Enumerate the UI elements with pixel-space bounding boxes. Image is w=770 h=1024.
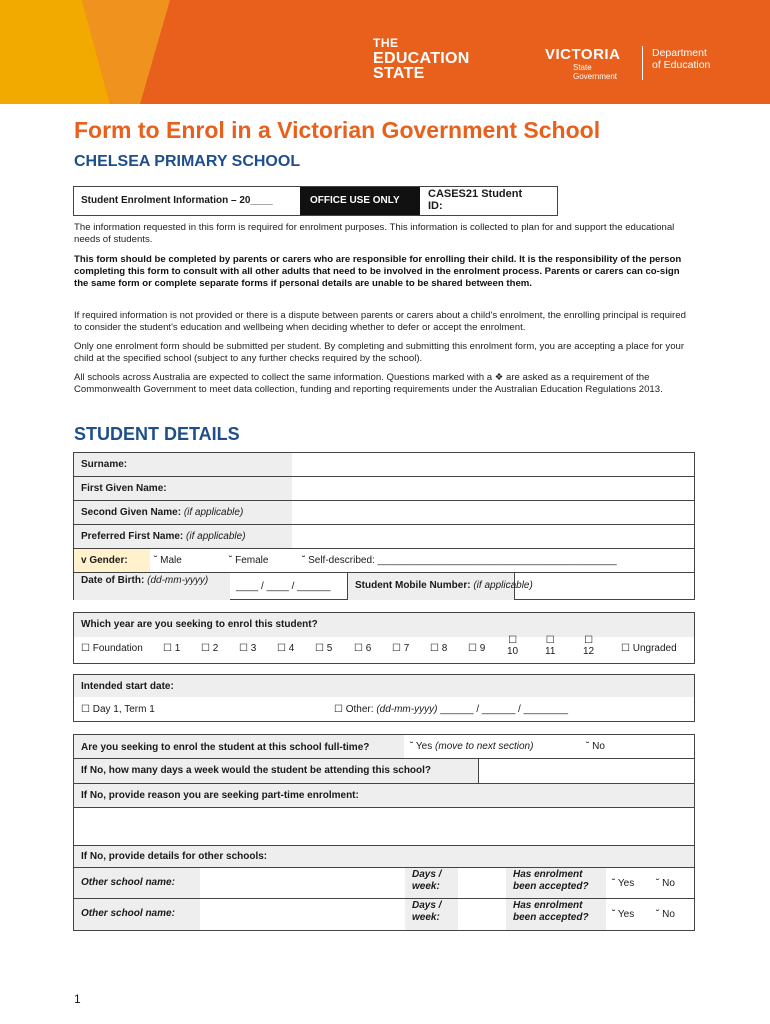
- days-week-label-1: Days / week:: [405, 868, 458, 898]
- enrolment-type-section: [73, 734, 695, 931]
- year-level-section: [73, 612, 695, 664]
- gender-female-option[interactable]: ˘ Female: [229, 555, 269, 566]
- part-time-reason-label: If No, provide reason you are seeking part-time enrolment:: [81, 790, 359, 801]
- preferred-name-label: Preferred First Name: (if applicable): [74, 525, 292, 548]
- year-option-5[interactable]: ☐ 5: [315, 643, 333, 654]
- mobile-label: Student Mobile Number: (if applicable): [347, 573, 515, 600]
- intro-paragraph-1: The information requested in this form is required for enrolment purposes. This information is collected to plan for and support the educational needs of students.: [74, 222, 675, 246]
- accepted-no-option-1[interactable]: ˘ No: [656, 878, 675, 889]
- other-schools-label: If No, provide details for other schools:: [81, 851, 268, 862]
- preferred-name-row[interactable]: [74, 525, 694, 549]
- days-week-input-1[interactable]: [458, 868, 506, 898]
- enrolment-accepted-label-2: Has enrolment been accepted?: [506, 899, 606, 930]
- year-option-8[interactable]: ☐ 8: [430, 643, 448, 654]
- school-name: CHELSEA PRIMARY SCHOOL: [74, 153, 301, 170]
- accepted-yes-option-2[interactable]: ˘ Yes: [612, 909, 635, 920]
- year-option-12[interactable]: ☐ 12: [583, 635, 595, 657]
- year-option-ungraded[interactable]: ☐ Ungraded: [621, 643, 677, 654]
- year-option-2[interactable]: ☐ 2: [201, 643, 219, 654]
- department-name: Department of Education: [652, 47, 711, 71]
- start-other-option[interactable]: ☐ Other: (dd-mm-yyyy) ______ / ______ / ________: [334, 704, 569, 715]
- gender-self-described-option[interactable]: ˘ Self-described: ___________________________________________: [302, 555, 617, 566]
- gender-label: v Gender:: [74, 549, 150, 572]
- full-time-row: [74, 735, 694, 759]
- other-schools-label-row: [74, 846, 694, 868]
- other-school-name-input-1[interactable]: [200, 868, 405, 898]
- first-name-row[interactable]: [74, 477, 694, 501]
- student-details-table: [73, 452, 695, 600]
- year-level-question-row: [74, 613, 694, 637]
- part-time-reason-input[interactable]: [74, 808, 694, 846]
- enrolment-year-field[interactable]: Student Enrolment Information – 20____: [81, 195, 273, 206]
- year-option-3[interactable]: ☐ 3: [239, 643, 257, 654]
- header-banner: [0, 0, 770, 104]
- accepted-yes-option-1[interactable]: ˘ Yes: [612, 878, 635, 889]
- start-day1-term1-option[interactable]: ☐ Day 1, Term 1: [81, 704, 155, 715]
- days-week-label-2: Days / week:: [405, 899, 458, 930]
- full-time-question: Are you seeking to enrol the student at this school full-time?: [74, 735, 404, 758]
- surname-row[interactable]: [74, 453, 694, 477]
- dob-input[interactable]: ____ / ____ / ______: [236, 581, 331, 592]
- education-state-logo: THE EDUCATION STATE: [373, 36, 470, 82]
- second-name-row[interactable]: [74, 501, 694, 525]
- year-option-9[interactable]: ☐ 9: [468, 643, 486, 654]
- year-option-10[interactable]: ☐ 10: [507, 635, 519, 657]
- intro-paragraph-2: This form should be completed by parents or carers who are responsible for enrolling their child. It is the responsibility of the person completing this form to consult with all other adults that need to be involved in the enrolment process. Parents or carers can co-sign the same form or complete separate forms if personal details are unable to be shared between them.: [74, 254, 682, 290]
- dob-label: Date of Birth: (dd-mm-yyyy): [74, 573, 230, 600]
- mobile-input[interactable]: [516, 573, 694, 600]
- gender-row: [74, 549, 694, 573]
- gender-male-option[interactable]: ˘ Male: [154, 555, 182, 566]
- other-school-row-2: [74, 899, 694, 930]
- surname-label: Surname:: [74, 453, 292, 476]
- part-time-reason-label-row: [74, 784, 694, 808]
- page-number: 1: [74, 992, 81, 1006]
- year-option-foundation[interactable]: ☐ Foundation: [81, 643, 143, 654]
- first-name-label: First Given Name:: [74, 477, 292, 500]
- days-per-week-row[interactable]: [74, 759, 694, 784]
- other-school-row-1: [74, 868, 694, 899]
- days-week-input-2[interactable]: [458, 899, 506, 930]
- office-use-label: OFFICE USE ONLY: [300, 187, 420, 215]
- accepted-no-option-2[interactable]: ˘ No: [656, 909, 675, 920]
- intro-paragraph-3: If required information is not provided or there is a dispute between parents or carers about a child's enrolment, the enrolling principal is required to consider the student's education and wellbeing when deciding whether to defer or accept the enrolment.: [74, 310, 686, 334]
- page-title: Form to Enrol in a Victorian Government School: [74, 117, 601, 143]
- full-time-yes-option[interactable]: ˘ Yes (move to next section): [410, 741, 534, 752]
- intro-paragraph-5: All schools across Australia are expected to collect the same information. Questions marked with a ❖ are asked as a requirement of the Commonwealth Government to meet data collection, funding and reporting requirements under the Australian Education Regulations 2013.: [74, 372, 663, 396]
- other-school-name-label-1: Other school name:: [74, 868, 200, 898]
- year-option-6[interactable]: ☐ 6: [354, 643, 372, 654]
- days-per-week-question: If No, how many days a week would the student be attending this school?: [74, 759, 479, 783]
- year-level-question: Which year are you seeking to enrol this student?: [81, 619, 318, 630]
- dob-row: [74, 573, 694, 600]
- other-school-name-label-2: Other school name:: [74, 899, 200, 930]
- enrolment-accepted-label-1: Has enrolment been accepted?: [506, 868, 606, 898]
- cases21-id-field[interactable]: CASES21 Student ID:: [428, 188, 523, 212]
- start-date-section: [73, 674, 695, 722]
- second-name-label: Second Given Name: (if applicable): [74, 501, 292, 524]
- other-school-name-input-2[interactable]: [200, 899, 405, 930]
- year-option-4[interactable]: ☐ 4: [277, 643, 295, 654]
- year-option-1[interactable]: ☐ 1: [163, 643, 181, 654]
- start-date-label-row: [74, 675, 694, 697]
- start-date-label: Intended start date:: [81, 681, 174, 692]
- victoria-logo: VICTORIA State Government: [545, 46, 621, 81]
- intro-paragraph-4: Only one enrolment form should be submitted per student. By completing and submitting this enrolment form, you are accepting a place for your child at the specified school (subject to any further checks required by the school).: [74, 341, 685, 365]
- year-option-11[interactable]: ☐ 11: [545, 635, 556, 657]
- logo-divider: [642, 46, 643, 80]
- year-option-7[interactable]: ☐ 7: [392, 643, 410, 654]
- enrolment-info-bar: [73, 186, 558, 216]
- full-time-no-option[interactable]: ˘ No: [586, 741, 605, 752]
- student-details-heading: STUDENT DETAILS: [74, 424, 240, 444]
